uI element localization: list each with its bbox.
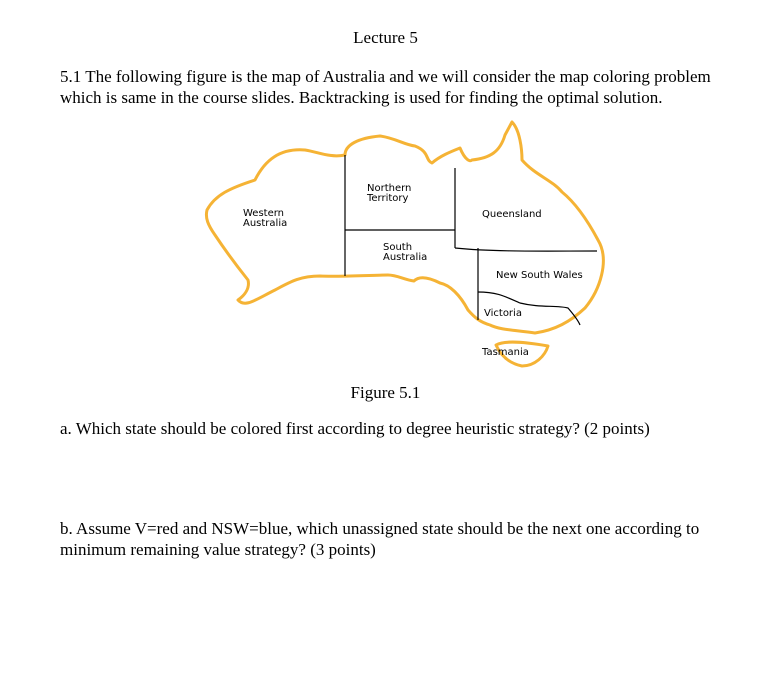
label-vic: Victoria	[484, 308, 522, 319]
figure-caption: Figure 5.1	[350, 383, 421, 402]
label-qld: Queensland	[482, 209, 542, 220]
lecture-heading: Lecture 5	[353, 28, 418, 47]
label-wa-1: Western	[243, 208, 285, 219]
label-wa-2: Australia	[243, 218, 288, 229]
label-nt-2: Territory	[367, 193, 409, 204]
border-qld-nsw	[455, 248, 597, 251]
label-nt-1: Northern	[367, 183, 412, 194]
label-sa-2: Australia	[383, 252, 428, 263]
label-nsw: New South Wales	[496, 270, 583, 281]
label-tas: Tasmania	[482, 347, 529, 358]
question-a: a. Which state should be colored first according to degree heuristic strategy? (2 points)	[60, 419, 650, 438]
question-intro: 5.1 The following figure is the map of Australia and we will consider the map coloring problem which is same in the course slides. Backtracking is used for finding the optimal solution.	[60, 67, 711, 107]
state-borders	[345, 155, 597, 325]
australia-map-figure	[195, 118, 615, 373]
label-sa-1: South	[383, 242, 413, 253]
question-b: b. Assume V=red and NSW=blue, which unassigned state should be the next one according to minimum remaining value strategy? (3 points)	[60, 519, 700, 559]
